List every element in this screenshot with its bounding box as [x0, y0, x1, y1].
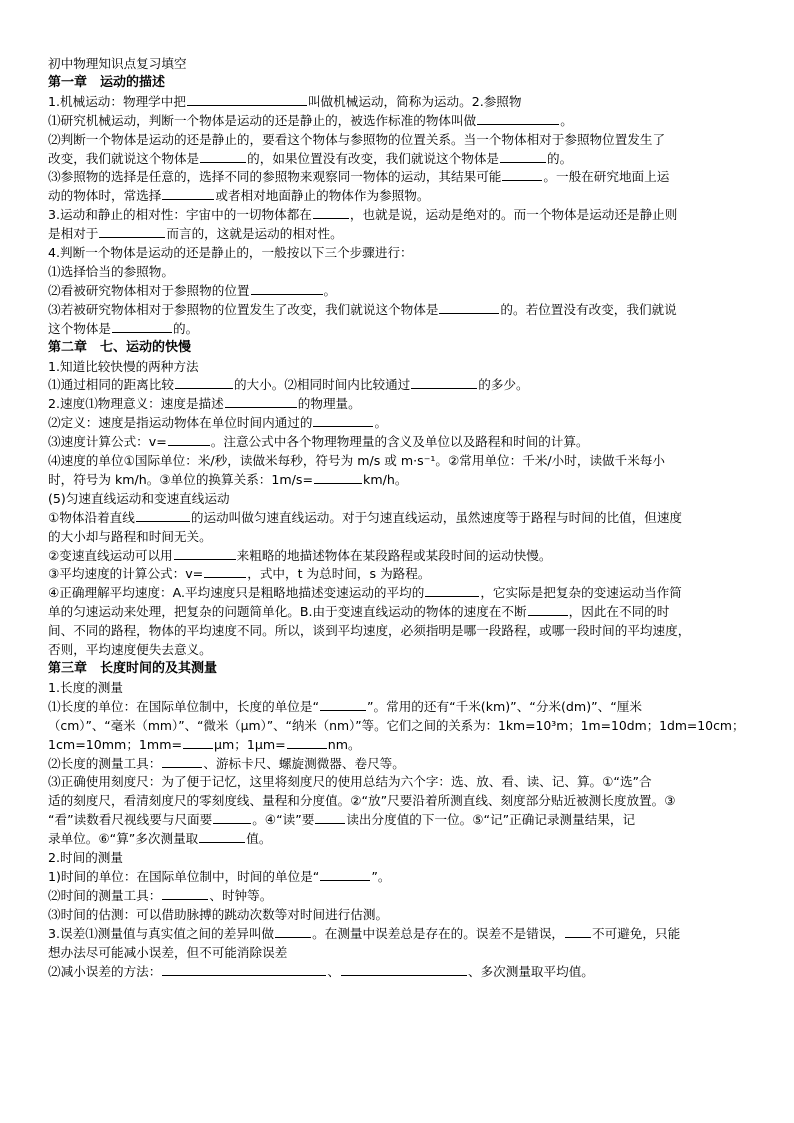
text-segment: 来粗略的地描述物体在某段路程或某段时间的运动快慢。: [236, 547, 552, 563]
text-segment: 录单位。⑥“算”多次测量取: [48, 831, 199, 847]
fill-in-blank[interactable]: [477, 112, 559, 125]
text-segment: ③平均速度的计算公式：v=: [48, 566, 204, 582]
text-line: [48, 93, 750, 112]
text-line: [48, 168, 750, 187]
text-line: [48, 963, 750, 982]
text-line: [48, 830, 750, 849]
text-line: [48, 131, 750, 150]
text-segment: 或者相对地面静止的物体作为参照物。: [215, 188, 430, 204]
fill-in-blank[interactable]: [502, 168, 542, 181]
text-segment: ⑶正确使用刻度尺：为了便于记忆，这里将刻度尺的使用总结为六个字：选、放、看、读、记、算。①“选”合: [48, 774, 652, 790]
text-segment: 叫做机械运动，简称为运动。2.参照物: [307, 93, 522, 109]
fill-in-blank[interactable]: [174, 547, 236, 560]
content-lines: [48, 74, 750, 982]
fill-in-blank[interactable]: [287, 736, 327, 749]
text-segment: ，也就是说，运动是绝对的。而一个物体是运动还是静止则: [349, 207, 678, 223]
text-segment: ⑶速度计算公式：v=: [48, 434, 167, 450]
text-segment: 、时钟等。: [209, 887, 273, 903]
fill-in-blank[interactable]: [162, 963, 326, 976]
fill-in-blank[interactable]: [168, 433, 210, 446]
text-segment: ”。常用的还有“千米(km)”、“分米(dm)”、“厘米: [367, 698, 642, 714]
text-line: [48, 490, 750, 509]
fill-in-blank[interactable]: [565, 925, 591, 938]
text-line: [48, 906, 750, 925]
text-segment: 、多次测量取平均值。: [467, 963, 594, 979]
fill-in-blank[interactable]: [315, 811, 345, 824]
fill-in-blank[interactable]: [187, 93, 307, 106]
text-segment: 的物理量。: [297, 396, 361, 412]
fill-in-blank[interactable]: [183, 736, 213, 749]
text-segment: 1cm=10mm；1mm=: [48, 736, 183, 752]
text-line: [48, 811, 750, 830]
text-segment: 的。若位置没有改变，我们就说: [500, 301, 677, 317]
text-segment: 1.知道比较快慢的两种方法: [48, 358, 199, 374]
text-segment: 。: [323, 282, 337, 298]
text-line: [48, 698, 750, 717]
text-segment: ⑵判断一个物体是运动的还是静止的，要看这个物体与参照物的位置关系。当一个物体相对于参照物位置发生了: [48, 131, 666, 147]
text-segment: ⑶若被研究物体相对于参照物的位置发生了改变，我们就说这个物体是: [48, 301, 439, 317]
text-segment: μm；1μm=: [214, 736, 286, 752]
text-segment: 值。: [246, 831, 272, 847]
text-line: [48, 622, 750, 641]
text-line: [48, 736, 750, 755]
fill-in-blank[interactable]: [411, 376, 477, 389]
text-segment: ⑵减小误差的方法：: [48, 963, 162, 979]
text-segment: 不可避免，只能: [592, 925, 681, 941]
fill-in-blank[interactable]: [251, 282, 323, 295]
text-line: [48, 887, 750, 906]
text-segment: 否则，平均速度便失去意义。: [48, 642, 212, 658]
text-segment: ，它实际是把复杂的变速运动当作简: [480, 585, 682, 601]
text-segment: 的多少。: [478, 377, 529, 393]
text-segment: nm。: [327, 736, 361, 752]
fill-in-blank[interactable]: [199, 830, 245, 843]
fill-in-blank[interactable]: [99, 225, 165, 238]
text-line: [48, 584, 750, 603]
text-line: [48, 150, 750, 169]
text-line: [48, 263, 750, 282]
text-line: [48, 376, 750, 395]
text-line: [48, 471, 750, 490]
text-line: [48, 792, 750, 811]
text-segment: 。注意公式中各个物理物理量的含义及单位以及路程和时间的计算。: [210, 434, 589, 450]
text-segment: (5)匀速直线运动和变速直线运动: [48, 490, 230, 506]
text-line: [48, 717, 750, 736]
text-line: [48, 206, 750, 225]
text-segment: 的，如果位置没有改变，我们就说这个物体是: [247, 150, 499, 166]
text-line: [48, 282, 750, 301]
text-segment: ②变速直线运动可以用: [48, 547, 173, 563]
text-segment: ⑶时间的估测：可以借助脉搏的跳动次数等对时间进行估测。: [48, 906, 389, 922]
text-segment: ⑷速度的单位①国际单位：米/秒，读做米每秒，符号为 m/s 或 m·s⁻¹。②常用单位：千米/小时，读做千米每小: [48, 453, 666, 469]
fill-in-blank[interactable]: [313, 414, 373, 427]
fill-in-blank[interactable]: [425, 584, 479, 597]
fill-in-blank[interactable]: [204, 565, 246, 578]
text-segment: 。在测量中误差总是存在的。误差不是错误，: [312, 925, 564, 941]
text-segment: 想办法尽可能减小误差，但不可能消除误差: [48, 944, 288, 960]
text-segment: ⑴通过相同的距离比较: [48, 377, 174, 393]
text-segment: 1.机械运动：物理学中把: [48, 93, 186, 109]
text-segment: ⑵定义：速度是指运动物体在单位时间内通过的: [48, 415, 313, 431]
text-segment: 、游标卡尺、螺旋测微器、卷尺等。: [203, 755, 405, 771]
chapter-heading: [48, 74, 750, 93]
text-segment: ⑴选择恰当的参照物。: [48, 263, 174, 279]
text-segment: 。一般在研究地面上运: [543, 169, 670, 185]
text-segment: 1)时间的单位：在国际单位制中，时间的单位是“: [48, 868, 320, 884]
text-segment: 。: [374, 415, 388, 431]
fill-in-blank[interactable]: [112, 320, 172, 333]
text-line: [48, 849, 750, 868]
text-line: [48, 112, 750, 131]
text-segment: 这个物体是: [48, 320, 111, 336]
text-segment: 的。: [172, 320, 199, 336]
fill-in-blank[interactable]: [136, 509, 190, 522]
text-line: [48, 187, 750, 206]
fill-in-blank[interactable]: [314, 471, 362, 484]
text-line: [48, 244, 750, 263]
document-body: [48, 55, 750, 981]
text-segment: 第一章 运动的描述: [48, 74, 166, 90]
text-line: [48, 603, 750, 622]
text-segment: 、: [327, 963, 340, 979]
text-segment: （cm）”、“毫米（mm）”、“微米（μm）”、“纳米（nm）”等。它们之间的关系为：1km=10³m；1m=10dm；1dm=10cm；: [48, 717, 745, 733]
text-segment: 而言的，这就是运动的相对性。: [166, 226, 343, 242]
text-segment: 2.速度⑴物理意义：速度是描述: [48, 396, 224, 412]
fill-in-blank[interactable]: [175, 376, 233, 389]
text-segment: 4.判断一个物体是运动的还是静止的，一般按以下三个步骤进行：: [48, 245, 413, 261]
text-segment: 1.长度的测量: [48, 679, 123, 695]
text-segment: 3.误差⑴测量值与真实值之间的差异叫做: [48, 925, 275, 941]
text-segment: ①物体沿着直线: [48, 509, 135, 525]
text-line: [48, 868, 750, 887]
text-segment: ，因此在不同的时: [568, 604, 670, 620]
text-segment: ⑵时间的测量工具：: [48, 887, 162, 903]
fill-in-blank[interactable]: [439, 301, 499, 314]
text-line: [48, 320, 750, 339]
text-line: [48, 641, 750, 660]
text-line: [48, 358, 750, 377]
fill-in-blank[interactable]: [200, 150, 246, 163]
fill-in-blank[interactable]: [225, 395, 297, 408]
text-line: [48, 509, 750, 528]
text-line: [48, 395, 750, 414]
text-segment: ，式中，t 为总时间，s 为路程。: [247, 566, 431, 582]
text-line: [48, 414, 750, 433]
text-line: [48, 547, 750, 566]
fill-in-blank[interactable]: [162, 887, 208, 900]
text-segment: ④正确理解平均速度：A.平均速度只是粗略地描述变速运动的平均的: [48, 585, 425, 601]
fill-in-blank[interactable]: [341, 963, 467, 976]
text-segment: 动的物体时，常选择: [48, 188, 162, 204]
text-segment: 2.时间的测量: [48, 850, 123, 866]
chapter-heading: [48, 339, 750, 358]
text-line: [48, 773, 750, 792]
text-line: [48, 944, 750, 963]
page-title: 初中物理知识点复习填空: [48, 56, 187, 71]
fill-in-blank[interactable]: [162, 187, 214, 200]
fill-in-blank[interactable]: [162, 755, 202, 768]
text-line: [48, 925, 750, 944]
text-line: [48, 452, 750, 471]
text-segment: 是相对于: [48, 226, 99, 242]
text-segment: 读出分度值的下一位。⑤“记”正确记录测量结果，记: [346, 812, 636, 828]
text-segment: ⑴长度的单位：在国际单位制中，长度的单位是“: [48, 698, 319, 714]
text-line: [48, 301, 750, 320]
text-segment: 3.运动和静止的相对性：宇宙中的一切物体都在: [48, 207, 312, 223]
text-line: [48, 679, 750, 698]
text-line: [48, 565, 750, 584]
fill-in-blank[interactable]: [275, 925, 311, 938]
text-segment: ⑵看被研究物体相对于参照物的位置: [48, 282, 250, 298]
text-segment: ⑵长度的测量工具：: [48, 755, 162, 771]
text-segment: 第三章 长度时间的及其测量: [48, 661, 218, 676]
text-segment: 的。: [547, 150, 573, 166]
text-segment: 间、不同的路程，物体的平均速度不同。所以，谈到平均速度，必须指明是哪一段路程，或哪一段时间的平均速度，: [48, 623, 691, 639]
text-segment: 的大小。⑵相同时间内比较通过: [233, 377, 411, 393]
text-segment: ⑶参照物的选择是任意的，选择不同的参照物来观察同一物体的运动，其结果可能: [48, 169, 502, 185]
fill-in-blank[interactable]: [320, 868, 370, 881]
text-line: [48, 755, 750, 774]
text-segment: 的大小却与路程和时间无关。: [48, 528, 212, 544]
fill-in-blank[interactable]: [528, 603, 568, 616]
text-segment: 时，符号为 km/h。③单位的换算关系：1m/s=: [48, 471, 314, 487]
text-line: [48, 225, 750, 244]
text-segment: 改变，我们就说这个物体是: [48, 150, 200, 166]
text-segment: 。④“读”要: [252, 812, 315, 828]
text-segment: 第二章 七、运动的快慢: [48, 339, 192, 355]
text-segment: “看”读数看尺视线要与尺面要: [48, 812, 213, 828]
fill-in-blank[interactable]: [313, 206, 349, 219]
fill-in-blank[interactable]: [500, 150, 546, 163]
text-segment: km/h。: [363, 471, 408, 487]
text-line: [48, 433, 750, 452]
text-segment: ”。: [371, 868, 391, 884]
text-segment: ⑴研究机械运动，判断一个物体是运动的还是静止的，被选作标准的物体叫做: [48, 112, 477, 128]
fill-in-blank[interactable]: [320, 698, 366, 711]
text-segment: 适的刻度尺，看清刻度尺的零刻度线、量程和分度值。②“放”尺要沿着所测直线、刻度部分贴近被测长度放置。③: [48, 793, 676, 809]
text-line: [48, 528, 750, 547]
text-segment: 的运动叫做匀速直线运动。对于匀速直线运动，虽然速度等于路程与时间的比值，但速度: [190, 509, 683, 525]
fill-in-blank[interactable]: [213, 811, 251, 824]
text-segment: 单的匀速运动来处理，把复杂的问题简单化。B.由于变速直线运动的物体的速度在不断: [48, 604, 527, 620]
text-segment: 。: [560, 112, 573, 128]
chapter-heading: [48, 660, 750, 679]
